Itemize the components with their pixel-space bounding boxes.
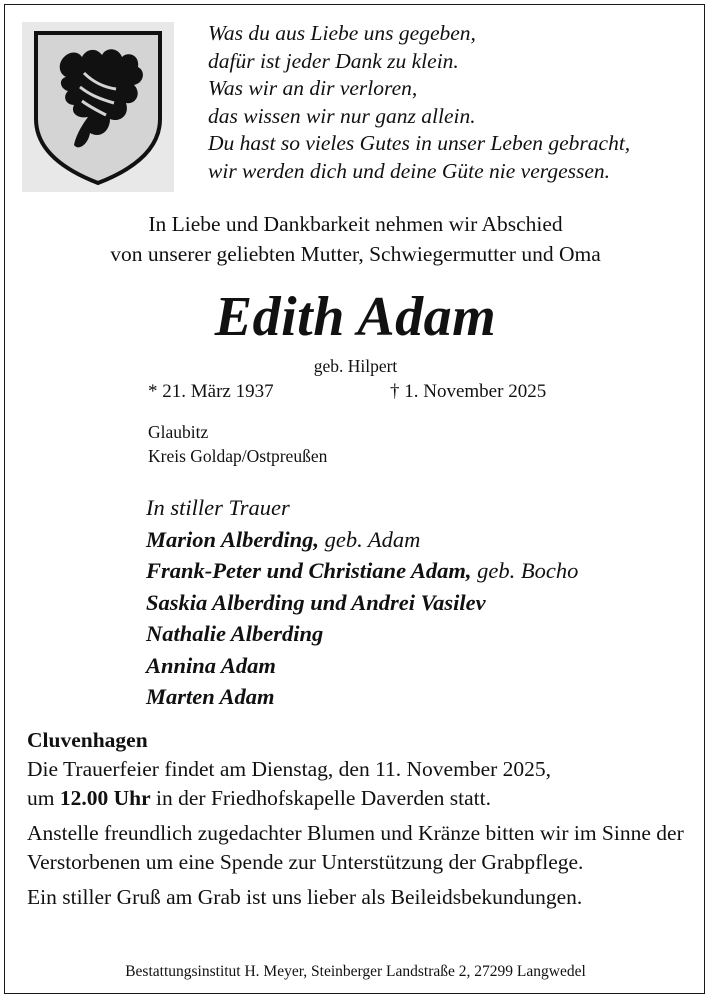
- poem-line: das wissen wir nur ganz allein.: [208, 103, 476, 128]
- poem-line: dafür ist jeder Dank zu klein.: [208, 48, 459, 73]
- mourner-name: Annina Adam: [146, 652, 276, 678]
- mourner-name: Frank-Peter und Christiane Adam,: [146, 558, 472, 583]
- maiden-name: geb. Hilpert: [313, 356, 398, 376]
- birthplace: [148, 420, 327, 468]
- mourner-entry: [146, 555, 578, 587]
- mourner-entry: [146, 681, 578, 713]
- mourner-name: Saskia Alberding und Andrei Vasilev: [146, 589, 486, 615]
- farewell-intro: [0, 209, 711, 269]
- mourner-name: Marion Alberding,: [146, 526, 319, 552]
- intro-line: von unserer geliebten Mutter, Schwiegermutter und Oma: [110, 242, 601, 266]
- mourner-suffix: geb. Bocho: [471, 558, 579, 583]
- service-time: 12.00 Uhr: [59, 786, 151, 810]
- poem-line: Was du aus Liebe uns gegeben,: [208, 21, 476, 45]
- funeral-home-footer: Bestattungsinstitut H. Meyer, Steinberger Landstraße 2, 27299 Langwedel: [125, 963, 586, 980]
- birthplace-district: Kreis Goldap/Ostpreußen: [148, 446, 328, 466]
- deceased-name: Edith Adam: [214, 286, 497, 348]
- poem-line: Du hast so vieles Gutes in unser Leben gebracht,: [208, 131, 631, 155]
- mourner-entry: [146, 524, 578, 556]
- mourner-entry: [146, 650, 578, 682]
- service-town: Cluvenhagen: [27, 728, 148, 752]
- poem-line: wir werden dich und deine Güte nie vergessen.: [208, 158, 611, 183]
- birth-date: * 21. März 1937: [148, 381, 274, 402]
- service-date: Die Trauerfeier findet am Dienstag, den 11. November 2025,: [27, 757, 552, 781]
- mourners-list: [146, 492, 578, 713]
- intro-line: In Liebe und Dankbarkeit nehmen wir Abschied: [148, 212, 563, 236]
- mourner-entry: [146, 618, 578, 650]
- memorial-poem: [208, 20, 698, 185]
- crest-emblem: [22, 22, 174, 192]
- eagle-wing-crest-icon: [30, 27, 166, 187]
- birthplace-town: Glaubitz: [148, 422, 209, 442]
- donation-note: Anstelle freundlich zugedachter Blumen und Kränze bitten wir im Sinne der Verstorbenen um eine Spende zur Unterstützung der Grabpflege.: [27, 821, 684, 874]
- poem-line: Was wir an dir verloren,: [208, 76, 418, 100]
- mourner-name: Nathalie Alberding: [146, 621, 324, 646]
- death-date: † 1. November 2025: [390, 381, 547, 402]
- mourning-heading: In stiller Trauer: [146, 495, 290, 520]
- greeting-note: Ein stiller Gruß am Grab ist uns lieber als Beileidsbekundungen.: [27, 885, 583, 909]
- service-time-line: [27, 784, 697, 813]
- service-details: [27, 726, 697, 912]
- mourner-name: Marten Adam: [146, 684, 275, 709]
- mourner-suffix: geb. Adam: [318, 526, 421, 552]
- mourner-entry: [146, 587, 578, 619]
- service-time-prefix: um: [27, 786, 60, 810]
- service-location: in der Friedhofskapelle Daverden statt.: [150, 786, 491, 810]
